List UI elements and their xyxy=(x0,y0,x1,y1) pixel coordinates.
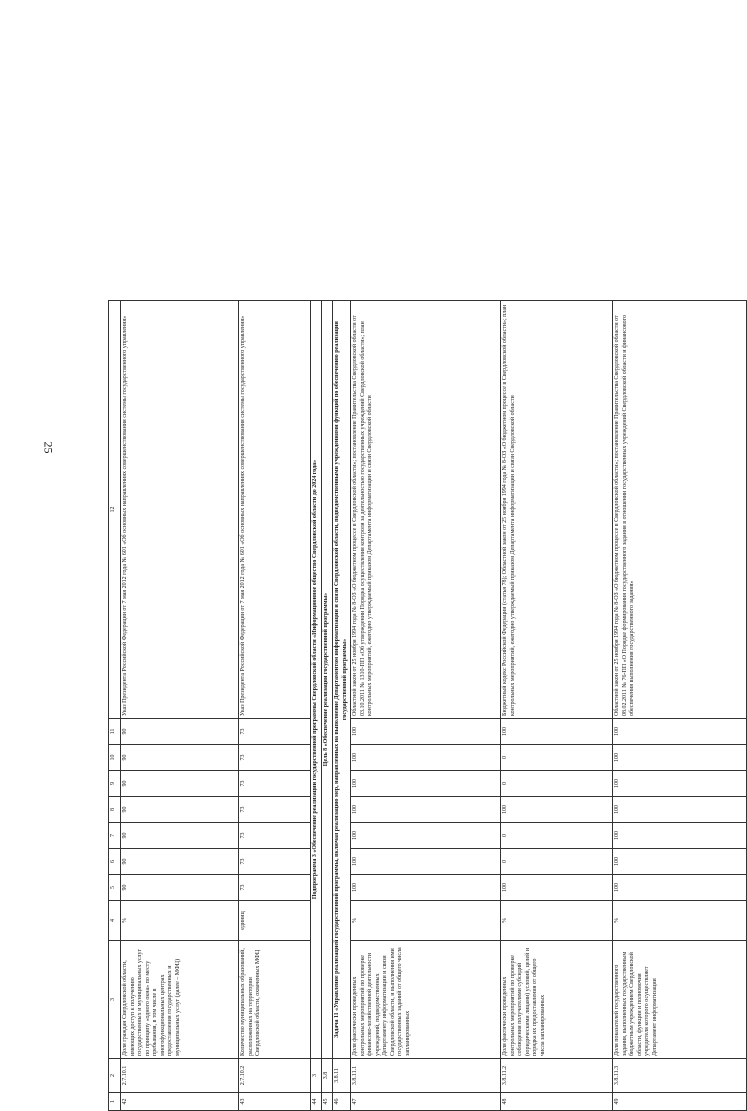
value: 73 xyxy=(239,875,311,901)
value: 100 xyxy=(501,875,613,901)
source-document: Областной закон от 25 ноября 1994 года № 8-ОЗ «О бюджетном процессе в Свердловской области»; постановление Правительства Свердловской области от 08.02.2011 № 76-ПП «О Порядке формирования государственного задания в отношении государственных учреждений Свердловской области и финансового обеспечения выполнения государственного задания» xyxy=(613,301,747,719)
table-row xyxy=(613,301,747,1111)
header-cell: 5 xyxy=(109,875,121,901)
value: 90 xyxy=(121,719,239,745)
row-number: 49 xyxy=(613,1093,747,1111)
value: 100 xyxy=(351,719,501,745)
row-code: 3.8.11.1 xyxy=(351,1059,501,1093)
row-number: 45 xyxy=(322,1093,333,1111)
header-cell: 1 xyxy=(109,1093,121,1111)
value: 73 xyxy=(239,745,311,771)
indicator-name: Доля граждан Свердловской области, имеющих доступ к получению государственных и муниципальных услуг по принципу «одного окна» по месту пребывания, в том числе в многофункциональных центрах предоставления государственных и муниципальных услуг (далее – МФЦ) xyxy=(121,941,239,1059)
value: 100 xyxy=(351,771,501,797)
value: 100 xyxy=(613,745,747,771)
unit: % xyxy=(613,901,747,941)
value: 73 xyxy=(239,797,311,823)
value: 100 xyxy=(351,875,501,901)
row-number: 48 xyxy=(501,1093,613,1111)
value: 0 xyxy=(501,745,613,771)
header-cell: 12 xyxy=(109,301,121,719)
table-row xyxy=(121,301,239,1111)
header-cell: 3 xyxy=(109,941,121,1059)
header-cell: 10 xyxy=(109,745,121,771)
row-number: 47 xyxy=(351,1093,501,1111)
value: 100 xyxy=(613,823,747,849)
row-code: 3.8 xyxy=(322,1059,333,1093)
value: 100 xyxy=(351,745,501,771)
section-title: Подпрограмма 3 «Обеспечение реализации государственной программы Свердловской области «Информационное общество Свердловской области до 2024 года» xyxy=(311,301,322,1059)
value: 73 xyxy=(239,771,311,797)
table-row xyxy=(239,301,311,1111)
unit: единиц xyxy=(239,901,311,941)
section-row xyxy=(333,301,351,1111)
value: 90 xyxy=(121,875,239,901)
header-cell: 2 xyxy=(109,1059,121,1093)
source-document: Указ Президента Российской Федерации от 7 мая 2012 года № 601 «Об основных направлениях совершенствования системы государственного управления» xyxy=(239,301,311,719)
value: 73 xyxy=(239,849,311,875)
value: 100 xyxy=(351,849,501,875)
value: 100 xyxy=(351,823,501,849)
section-title: Задача 11 «Управление реализацией государственной программы, включая реализацию мер, направленных на выполнение Департаментом информатизации и связи Свердловской области, подведомственными учреждениями функций по обеспечению реализации государственной программы» xyxy=(333,301,351,1059)
value: 0 xyxy=(501,849,613,875)
unit: % xyxy=(121,901,239,941)
row-number: 43 xyxy=(239,1093,311,1111)
indicators-table xyxy=(108,300,747,1111)
source-document: Областной закон от 25 ноября 1994 года № 8-ОЗ «О бюджетном процессе в Свердловской области»; постановление Правительства Свердловской области от 03.10.2011 № 1310-ПП «Об утверждении Порядка осуществления контроля за деятельностью государственных учреждений Свердловской области»; план контрольных мероприятий, ежегодно утверждаемый приказом Департамента информатизации и связи Свердловской области xyxy=(351,301,501,719)
row-number: 42 xyxy=(121,1093,239,1111)
value: 100 xyxy=(501,797,613,823)
section-row xyxy=(311,301,322,1111)
row-code: 3.8.11.3 xyxy=(613,1059,747,1093)
indicator-name: Доля показателей государственного задания, выполненных государственным бюджетным учреждением Свердловской области, функции и полномочия учредителя которого осуществляет Департамент информатизации xyxy=(613,941,747,1059)
value: 0 xyxy=(501,771,613,797)
header-cell: 7 xyxy=(109,823,121,849)
unit: % xyxy=(351,901,501,941)
unit: % xyxy=(501,901,613,941)
table-row xyxy=(351,301,501,1111)
header-cell: 11 xyxy=(109,719,121,745)
section-row xyxy=(322,301,333,1111)
row-number: 46 xyxy=(333,1093,351,1111)
value: 90 xyxy=(121,745,239,771)
row-code: 3.8.11.2 xyxy=(501,1059,613,1093)
row-number: 44 xyxy=(311,1093,322,1111)
value: 100 xyxy=(501,719,613,745)
table-row xyxy=(501,301,613,1111)
value: 100 xyxy=(613,797,747,823)
header-cell: 6 xyxy=(109,849,121,875)
value: 100 xyxy=(613,771,747,797)
header-row xyxy=(109,301,121,1111)
source-document: Указ Президента Российской Федерации от 7 мая 2012 года № 601 «Об основных направлениях совершенствования системы государственного управления» xyxy=(121,301,239,719)
value: 100 xyxy=(613,849,747,875)
value: 90 xyxy=(121,849,239,875)
value: 100 xyxy=(351,797,501,823)
value: 100 xyxy=(613,875,747,901)
value: 90 xyxy=(121,797,239,823)
indicator-name: Доля фактически проведенных контрольных мероприятий по проверке финансово-хозяйственной деятельности учреждений, подведомственных Департаменту информатизации и связи Свердловской области, и выполнения ими государственных заданий от общего числа запланированных xyxy=(351,941,501,1059)
section-title: Цель 8 «Обеспечение реализации государственной программы» xyxy=(322,301,333,1059)
value: 0 xyxy=(501,823,613,849)
value: 90 xyxy=(121,823,239,849)
row-code: 2.7.10.1 xyxy=(121,1059,239,1093)
header-cell: 8 xyxy=(109,797,121,823)
value: 73 xyxy=(239,719,311,745)
row-code: 3.8.11 xyxy=(333,1059,351,1093)
source-document: Бюджетный кодекс Российской Федерации (статья 78); Областной закон от 25 ноября 1994 года № 8-ОЗ «О бюджетном процессе в Свердловской области»; план контрольных мероприятий, ежегодно утверждаемый приказом Департамента информатизации и связи Свердловской области xyxy=(501,301,613,719)
header-cell: 4 xyxy=(109,901,121,941)
row-code: 3 xyxy=(311,1059,322,1093)
indicator-name: Доля фактически проведенных контрольных мероприятий по проверке соблюдения получателями субсидий (юридическими лицами) условий, целей и порядка их предоставления от общего числа запланированных xyxy=(501,941,613,1059)
page-number: 25 xyxy=(41,441,56,454)
header-cell: 9 xyxy=(109,771,121,797)
value: 73 xyxy=(239,823,311,849)
indicator-name: Количество муниципальных образований, расположенных на территории Свердловской области, охваченных МФЦ xyxy=(239,941,311,1059)
value: 90 xyxy=(121,771,239,797)
value: 100 xyxy=(613,719,747,745)
row-code: 2.7.10.2 xyxy=(239,1059,311,1093)
